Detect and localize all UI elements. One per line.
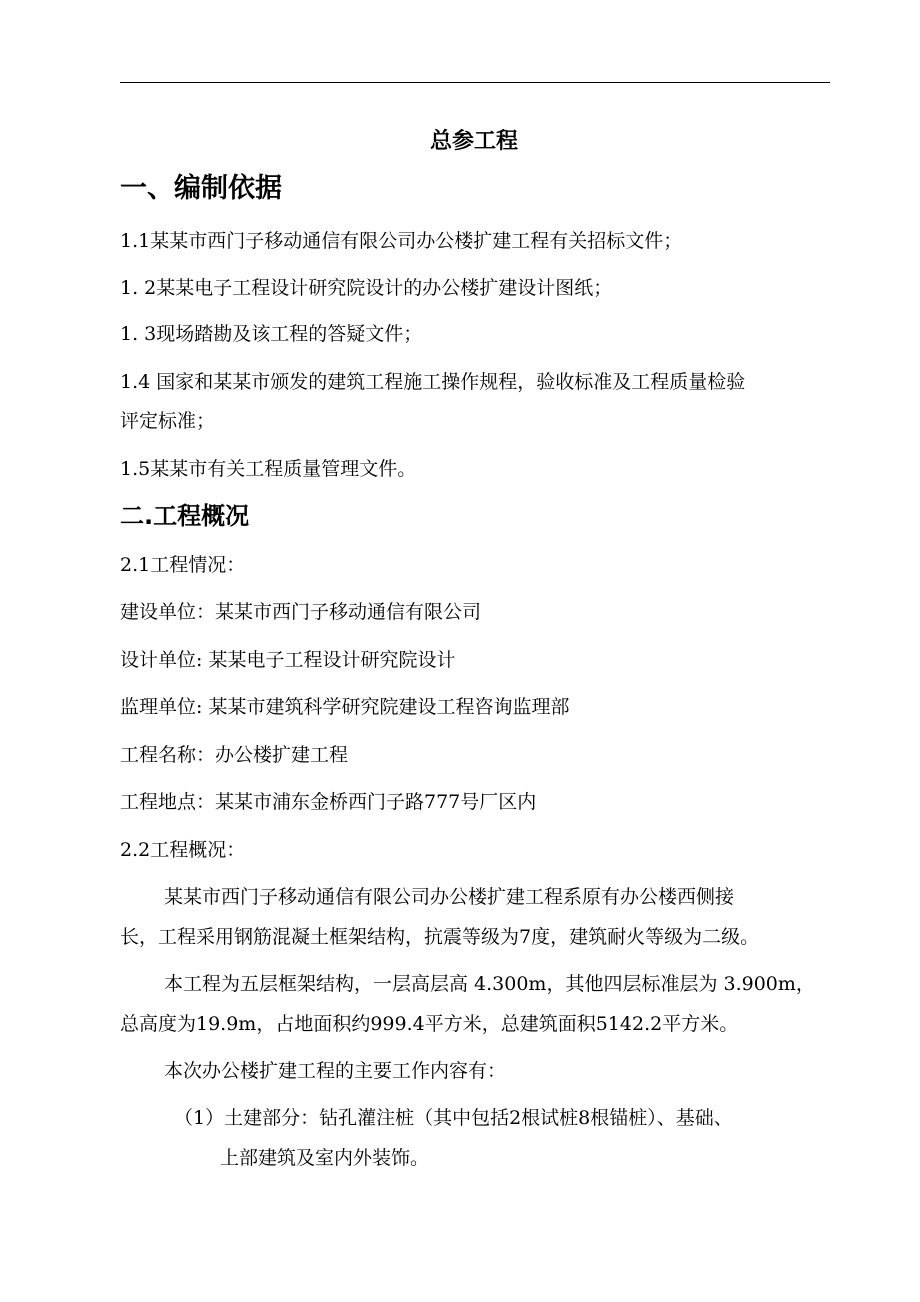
basis-item-1-3: 1. 3现场踏勘及该工程的答疑文件；	[120, 323, 423, 345]
section-heading-overview: 二.工程概况	[120, 502, 250, 530]
subsection-2-1: 2.1工程情况：	[120, 554, 246, 576]
paragraph-1-line-1: 某某市西门子移动通信有限公司办公楼扩建工程系原有办公楼西侧接	[164, 886, 735, 908]
paragraph-2-line-2: 总高度为19.9m，占地面积约999.4平方米，总建筑面积5142.2平方米。	[120, 1013, 739, 1035]
basis-item-1-4: 1.4 国家和某某市颁发的建筑工程施工操作规程，验收标准及工程质量检验	[120, 371, 746, 393]
paragraph-2-line-1: 本工程为五层框架结构，一层高层高 4.300m，其他四层标准层为 3.900m，	[164, 973, 815, 995]
basis-item-1-1: 1.1某某市西门子移动通信有限公司办公楼扩建工程有关招标文件；	[120, 230, 683, 252]
info-project-name: 工程名称：办公楼扩建工程	[120, 744, 349, 766]
work-item-1-line-2: 上部建筑及室内外装饰。	[220, 1147, 430, 1169]
info-project-location: 工程地点：某某市浦东金桥西门子路777号厂区内	[120, 791, 537, 813]
basis-item-1-4-continued: 评定标准；	[120, 410, 216, 432]
info-design-unit: 设计单位: 某某电子工程设计研究院设计	[120, 649, 456, 671]
section-heading-basis: 一、编制依据	[120, 173, 282, 204]
paragraph-3: 本次办公楼扩建工程的主要工作内容有：	[164, 1060, 507, 1082]
info-construction-unit: 建设单位：某某市西门子移动通信有限公司	[120, 601, 482, 623]
subsection-2-2: 2.2工程概况：	[120, 839, 246, 861]
header-rule	[120, 82, 830, 83]
basis-item-1-2: 1. 2某某电子工程设计研究院设计的办公楼扩建设计图纸；	[120, 277, 613, 299]
paragraph-1-line-2: 长，工程采用钢筋混凝土框架结构，抗震等级为7度，建筑耐火等级为二级。	[120, 926, 760, 948]
basis-item-1-5: 1.5某某市有关工程质量管理文件。	[120, 458, 417, 480]
info-supervision-unit: 监理单位: 某某市建筑科学研究院建设工程咨询监理部	[120, 696, 570, 718]
work-item-1-line-1: （1）土建部分：钻孔灌注桩（其中包括2根试桩8根锚桩）、基础、	[174, 1107, 733, 1129]
document-title: 总参工程	[429, 129, 518, 154]
